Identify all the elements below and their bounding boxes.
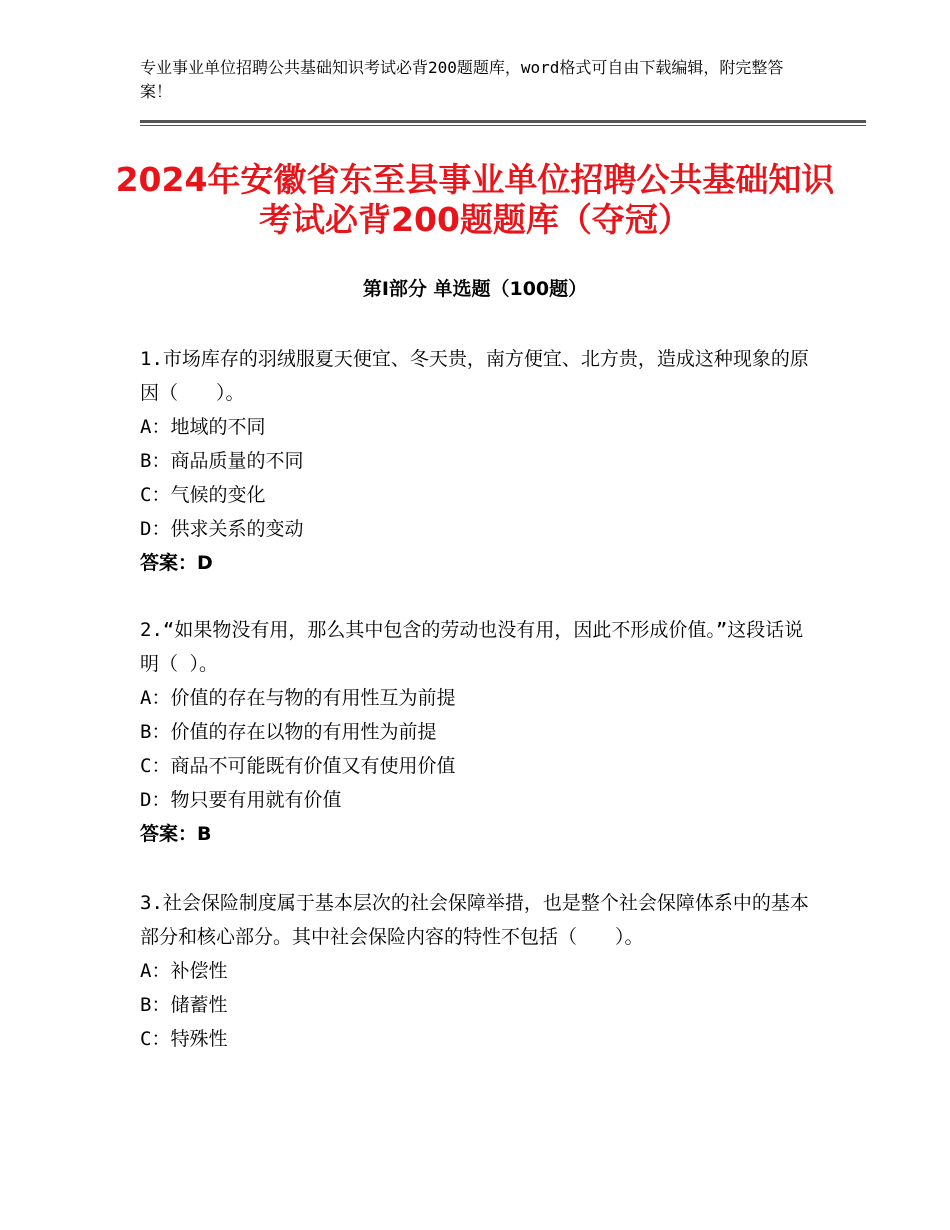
question-stem: 2.“如果物没有用，那么其中包含的劳动也没有用，因此不形成价值。”这段话说明（ ）。 xyxy=(140,619,804,675)
question-stem: 3.社会保险制度属于基本层次的社会保障举措，也是整个社会保障体系中的基本部分和核心部分。其中社会保险内容的特性不包括（ ）。 xyxy=(140,892,809,948)
option-a: A：地域的不同 xyxy=(140,416,266,438)
answer: 答案：D xyxy=(140,552,213,574)
section-heading: 第Ⅰ部分 单选题（100题） xyxy=(362,278,588,300)
option-a: A：价值的存在与物的有用性互为前提 xyxy=(140,687,456,709)
option-c: C：气候的变化 xyxy=(140,484,266,506)
question-1 xyxy=(140,342,810,580)
option-c: C：商品不可能既有价值又有使用价值 xyxy=(140,755,456,777)
header-note: 专业事业单位招聘公共基础知识考试必背200题题库，word格式可自由下载编辑，附完整答案！ xyxy=(140,58,784,101)
document-title: 2024年安徽省东至县事业单位招聘公共基础知识考试必背200题题库（夺冠） xyxy=(115,160,835,239)
option-b: B：价值的存在以物的有用性为前提 xyxy=(140,721,437,743)
question-2 xyxy=(140,613,810,851)
answer: 答案：B xyxy=(140,823,212,845)
question-3 xyxy=(140,886,810,1056)
header-rule-thick xyxy=(140,120,866,123)
question-stem: 1.市场库存的羽绒服夏天便宜、冬天贵，南方便宜、北方贵，造成这种现象的原因（ ）。 xyxy=(140,348,809,404)
option-b: B：商品质量的不同 xyxy=(140,450,304,472)
option-a: A：补偿性 xyxy=(140,960,228,982)
option-d: D：供求关系的变动 xyxy=(140,518,304,540)
header-rule-thin xyxy=(140,125,866,126)
option-c: C：特殊性 xyxy=(140,1028,228,1050)
option-b: B：储蓄性 xyxy=(140,994,228,1016)
option-d: D：物只要有用就有价值 xyxy=(140,789,342,811)
